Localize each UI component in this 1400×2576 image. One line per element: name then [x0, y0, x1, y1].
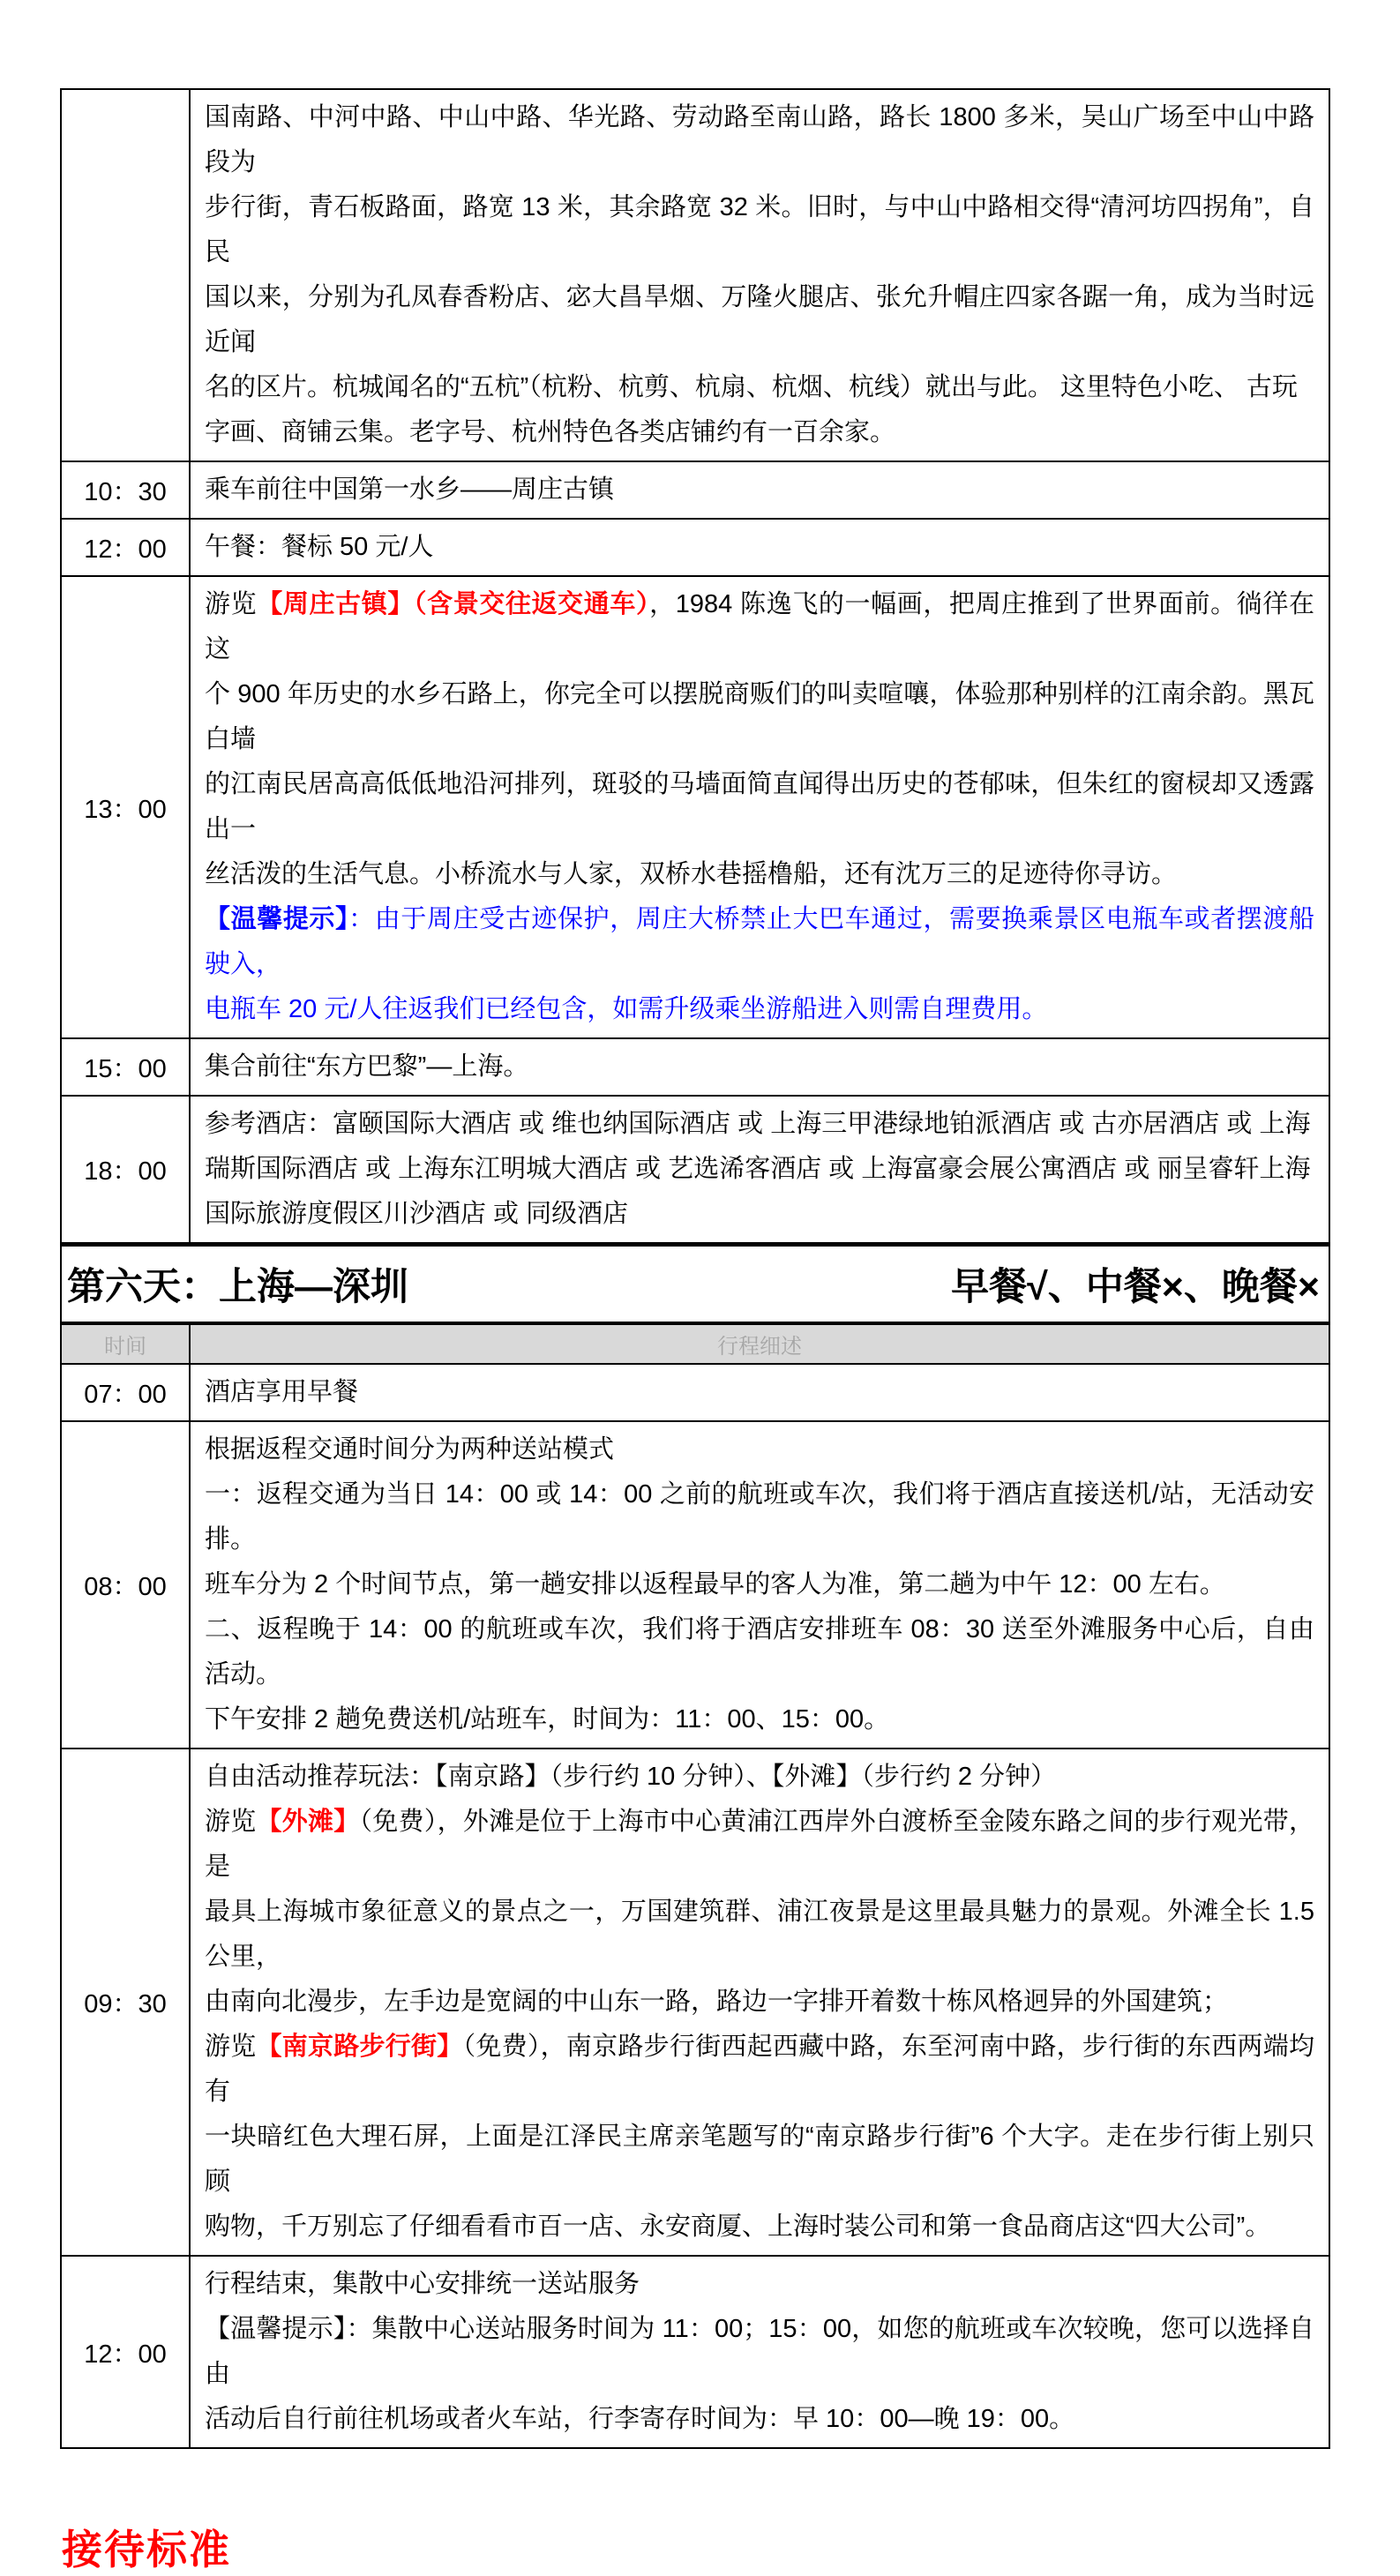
- table-row: [61, 1364, 1329, 1421]
- body-text: 购物，千万别忘了仔细看看市百一店、永安商厦、上海时装公司和第一食品商店这“四大公司”。: [205, 2213, 1271, 2241]
- text-line: [205, 1147, 1314, 1192]
- text-line: [205, 2025, 1314, 2115]
- column-header-detail: 行程细述: [190, 1324, 1329, 1364]
- text-line: [205, 365, 1314, 410]
- body-text: （免费），外滩是位于上海市中心黄浦江西岸外白渡桥至金陵东路之间的步行观光带，是: [205, 1808, 1314, 1881]
- time-cell: 15：00: [61, 1038, 190, 1096]
- detail-cell: [190, 2256, 1329, 2448]
- highlight-text: ：由于周庄受古迹保护，周庄大桥禁止大巴车通过，需要换乘景区电瓶车或者摆渡船驶入，: [205, 905, 1314, 978]
- text-line: [205, 1980, 1314, 2025]
- text-line: [205, 1890, 1314, 1980]
- body-text: 的江南民居高高低低地沿河排列，斑驳的马墙面简直闻得出历史的苍郁味，但朱红的窗棂却又透露出一: [205, 770, 1314, 843]
- text-line: [205, 1755, 1314, 1800]
- detail-cell: [190, 461, 1329, 519]
- body-text: ，1984 陈逸飞的一幅画，把周庄推到了世界面前。徜徉在这: [205, 590, 1314, 663]
- text-line: [205, 1192, 1314, 1237]
- text-line: [205, 1472, 1314, 1562]
- column-header-time: 时间: [61, 1324, 190, 1364]
- detail-cell: [190, 1038, 1329, 1096]
- time-cell: 09：30: [61, 1749, 190, 2256]
- text-line: [205, 1370, 1314, 1415]
- body-text: 国南路、中河中路、中山中路、华光路、劳动路至南山路，路长 1800 多米，吴山广场至中山中路段为: [205, 103, 1314, 176]
- body-text: 步行街，青石板路面，路宽 13 米，其余路宽 32 米。旧时，与中山中路相交得“清河坊四拐角”，自民: [205, 193, 1314, 266]
- text-line: [205, 1800, 1314, 1890]
- time-cell: 07：00: [61, 1364, 190, 1421]
- body-text: 乘车前往中国第一水乡——周庄古镇: [205, 476, 615, 504]
- body-text: （免费），南京路步行街西起西藏中路，东至河南中路，步行街的东西两端均有: [205, 2033, 1314, 2106]
- table-row: [61, 461, 1329, 519]
- document-page: [60, 88, 1330, 2576]
- table-row: [61, 519, 1329, 576]
- body-text: 午餐：餐标 50 元/人: [205, 533, 434, 561]
- text-line: [205, 2262, 1314, 2307]
- text-line: [205, 410, 1314, 455]
- body-text: 自由活动推荐玩法：【南京路】（步行约 10 分钟）、【外滩】（步行约 2 分钟）: [205, 1763, 1057, 1791]
- table-row: [61, 2256, 1329, 2448]
- table-row: [61, 576, 1329, 1038]
- body-text: 一：返程交通为当日 14：00 或 14：00 之前的航班或车次，我们将于酒店直接送机/站，无活动安排。: [205, 1480, 1314, 1554]
- body-text: 二、返程晚于 14：00 的航班或车次，我们将于酒店安排班车 08：30 送至外滩服务中心后，自由活动。: [205, 1615, 1314, 1689]
- body-text: 由南向北漫步，左手边是宽阔的中山东一路，路边一字排开着数十栋风格迥异的外国建筑；: [205, 1988, 1229, 2016]
- time-cell: 13：00: [61, 576, 190, 1038]
- body-text: 【温馨提示】：集散中心送站服务时间为 11：00；15：00，如您的航班或车次较晚，您可以选择自由: [205, 2315, 1314, 2388]
- detail-cell: [190, 1749, 1329, 2256]
- body-text: 班车分为 2 个时间节点，第一趟安排以返程最早的客人为准，第二趟为中午 12：00 左右。: [205, 1570, 1225, 1599]
- detail-cell: [190, 519, 1329, 576]
- body-text: 游览: [205, 590, 258, 618]
- text-line: [205, 987, 1314, 1032]
- highlight-text: 【温馨提示】: [205, 905, 349, 933]
- table-row: [61, 89, 1329, 461]
- body-text: 丝活泼的生活气息。小桥流水与人家，双桥水巷摇橹船，还有沈万三的足迹待你寻访。: [205, 860, 1178, 888]
- body-text: 行程结束，集散中心安排统一送站服务: [205, 2270, 640, 2298]
- body-text: 字画、商铺云集。老字号、杭州特色各类店铺约有一百余家。: [205, 418, 896, 446]
- text-line: [205, 1102, 1314, 1147]
- detail-cell: [190, 576, 1329, 1038]
- detail-cell: [190, 1421, 1329, 1749]
- text-line: [205, 2307, 1314, 2397]
- text-line: [205, 1607, 1314, 1697]
- time-cell: 08：00: [61, 1421, 190, 1749]
- text-line: [205, 897, 1314, 987]
- column-header-row: [61, 1324, 1329, 1364]
- time-cell: 10：30: [61, 461, 190, 519]
- body-text: 参考酒店：富颐国际大酒店 或 维也纳国际酒店 或 上海三甲港绿地铂派酒店 或 古亦居酒店 或 上海: [205, 1110, 1311, 1138]
- text-line: [205, 275, 1314, 365]
- itinerary-table-day6: [60, 1323, 1330, 2449]
- body-text: 活动后自行前往机场或者火车站，行李寄存时间为：早 10：00—晚 19：00。: [205, 2405, 1075, 2433]
- text-line: [205, 468, 1314, 513]
- body-text: 游览: [205, 2033, 257, 2061]
- highlight-text: 【周庄古镇】（含景交往返交通车）: [257, 590, 650, 618]
- table-row: [61, 1749, 1329, 2256]
- text-line: [205, 762, 1314, 852]
- body-text: 根据返程交通时间分为两种送站模式: [205, 1435, 615, 1464]
- day6-title: 第六天：上海—深圳: [67, 1266, 408, 1308]
- body-text: 酒店享用早餐: [205, 1378, 359, 1406]
- text-line: [205, 525, 1314, 570]
- text-line: [205, 1427, 1314, 1472]
- table-row: [61, 1038, 1329, 1096]
- table-row: [61, 1096, 1329, 1243]
- text-line: [205, 185, 1314, 275]
- text-line: [205, 1045, 1314, 1090]
- body-text: 名的区片。杭城闻名的“五杭”（杭粉、杭剪、杭扇、杭烟、杭线）就出与此。 这里特色小吃、 古玩: [205, 373, 1298, 401]
- body-text: 集合前往“东方巴黎”—上海。: [205, 1052, 529, 1081]
- time-cell: [61, 89, 190, 461]
- text-line: [205, 582, 1314, 672]
- body-text: 个 900 年历史的水乡石路上，你完全可以摆脱商贩们的叫卖喧嚷，体验那种别样的江南余韵。黑瓦白墙: [205, 680, 1314, 753]
- body-text: 下午安排 2 趟免费送机/站班车，时间为：11：00、15：00。: [205, 1705, 890, 1734]
- text-line: [205, 2205, 1314, 2250]
- time-cell: 12：00: [61, 2256, 190, 2448]
- detail-cell: [190, 1096, 1329, 1243]
- body-text: 瑞斯国际酒店 或 上海东江明城大酒店 或 艺选浠客酒店 或 上海富豪会展公寓酒店 或 丽呈睿轩上海: [205, 1155, 1311, 1183]
- text-line: [205, 95, 1314, 185]
- body-text: 最具上海城市象征意义的景点之一，万国建筑群、浦江夜景是这里最具魅力的景观。外滩全长 1.5 公里，: [205, 1898, 1314, 1971]
- body-text: 国以来，分别为孔凤春香粉店、宓大昌旱烟、万隆火腿店、张允升帽庄四家各踞一角，成为当时远近闻: [205, 283, 1314, 356]
- highlight-text: 电瓶车 20 元/人往返我们已经包含，如需升级乘坐游船进入则需自理费用。: [205, 995, 1048, 1023]
- highlight-text: 【南京路步行街】: [256, 2033, 463, 2061]
- body-text: 游览: [205, 1808, 257, 1836]
- text-line: [205, 2115, 1314, 2205]
- text-line: [205, 1697, 1314, 1742]
- text-line: [205, 2397, 1314, 2442]
- text-line: [205, 1562, 1314, 1607]
- detail-cell: [190, 1364, 1329, 1421]
- day6-meal-indicators: 早餐√、中餐×、晚餐×: [951, 1266, 1320, 1308]
- highlight-text: 【外滩】: [256, 1808, 360, 1836]
- text-line: [205, 672, 1314, 762]
- table-row: [61, 1421, 1329, 1749]
- reception-standard-heading: 接待标准: [62, 2527, 231, 2572]
- day6-section-header: [60, 1244, 1330, 1323]
- body-text: 一块暗红色大理石屏，上面是江泽民主席亲笔题写的“南京路步行街”6 个大字。走在步行街上别只顾: [205, 2123, 1314, 2196]
- time-cell: 18：00: [61, 1096, 190, 1243]
- body-text: 国际旅游度假区川沙酒店 或 同级酒店: [205, 1200, 629, 1228]
- text-line: [205, 852, 1314, 897]
- time-cell: 12：00: [61, 519, 190, 576]
- itinerary-table-day5: [60, 88, 1330, 1244]
- detail-cell: [190, 89, 1329, 461]
